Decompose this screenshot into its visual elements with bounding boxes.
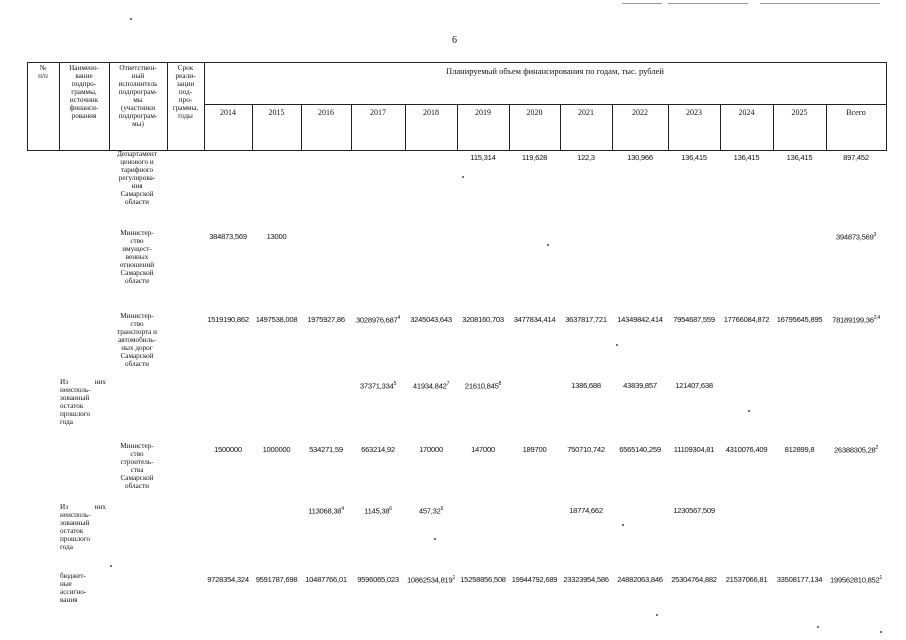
value-text: 122,3 bbox=[577, 153, 595, 162]
value-text: 199562810,852 bbox=[829, 575, 880, 585]
executor-name-line: венных bbox=[125, 252, 149, 261]
funding-value-2017 bbox=[347, 445, 409, 454]
value-text: 812899,8 bbox=[784, 445, 815, 454]
header-line: реали- bbox=[175, 72, 196, 81]
header-line: исполнитель bbox=[118, 80, 158, 89]
executor-name-line: ство bbox=[130, 236, 144, 245]
year-header: 2022 bbox=[632, 108, 648, 117]
footnote-marker: 7 bbox=[446, 381, 450, 387]
scan-speck bbox=[880, 631, 882, 633]
executor-name-line: области bbox=[124, 197, 150, 206]
executor-name-line: Самарской bbox=[120, 473, 154, 482]
footnote-marker: 8 bbox=[498, 381, 502, 387]
value-text: 37371,334 bbox=[359, 381, 394, 391]
year-header: Всего bbox=[846, 108, 866, 117]
funding-value-Всего bbox=[822, 232, 890, 242]
funding-value-2021 bbox=[556, 575, 616, 584]
funding-source-line: ные bbox=[60, 579, 72, 588]
table-column-border bbox=[204, 62, 205, 151]
funding-source-line: зованный bbox=[60, 393, 90, 402]
funding-value-2017 bbox=[347, 315, 409, 325]
table-column-border bbox=[886, 62, 887, 151]
year-header: 2018 bbox=[423, 108, 439, 117]
value-text: 78189199,36 bbox=[832, 315, 874, 325]
scan-speck bbox=[748, 410, 750, 412]
year-header: 2023 bbox=[686, 108, 702, 117]
executor-name-line: автомобиль- bbox=[118, 335, 156, 344]
funding-value-2025 bbox=[769, 575, 830, 584]
funding-value-2019 bbox=[453, 315, 513, 324]
executor-name-line: имущест- bbox=[122, 244, 152, 253]
value-text: 41934,842 bbox=[412, 381, 447, 391]
header-responsible-executor bbox=[109, 64, 167, 129]
funding-value-2023 bbox=[664, 315, 724, 324]
funding-value-2023 bbox=[664, 153, 724, 162]
funding-value-2017 bbox=[347, 575, 409, 584]
value-text: 9596065,023 bbox=[357, 575, 399, 584]
value-text: 136,415 bbox=[681, 153, 707, 162]
value-text: 43839,857 bbox=[623, 381, 657, 390]
header-line: зации bbox=[176, 80, 195, 89]
header-line: Наимено- bbox=[69, 64, 99, 72]
scan-speck bbox=[616, 344, 618, 346]
header-implementation-term bbox=[167, 64, 204, 120]
funding-source-line: прошлого bbox=[60, 409, 91, 418]
value-text: 113068,38 bbox=[308, 506, 342, 516]
funding-source-line: прошлого bbox=[60, 534, 91, 543]
value-text: 1497538,008 bbox=[255, 315, 298, 324]
executor-name-line: ство bbox=[130, 449, 144, 458]
executor-name bbox=[109, 443, 165, 491]
scan-mark bbox=[760, 3, 880, 4]
footnote-marker: 6 bbox=[440, 506, 444, 512]
header-line: Ответствен- bbox=[119, 64, 157, 72]
value-text: 136,415 bbox=[786, 153, 813, 162]
executor-name-line: Министер- bbox=[120, 442, 154, 450]
value-text: 4310076,409 bbox=[725, 445, 768, 454]
funding-source-line: вания bbox=[60, 595, 78, 604]
funding-value-2019 bbox=[453, 445, 513, 454]
value-text: 189700 bbox=[522, 445, 547, 454]
header-subprogram-name bbox=[59, 64, 109, 120]
value-text: 663214,92 bbox=[361, 445, 395, 454]
scan-speck bbox=[130, 18, 132, 20]
funding-value-2021 bbox=[556, 381, 616, 390]
funding-value-2024 bbox=[716, 153, 777, 162]
header-line: мы bbox=[133, 96, 143, 105]
value-text: 3245043,643 bbox=[410, 315, 452, 324]
funding-value-2023 bbox=[664, 381, 724, 390]
executor-name-line: транспорта и bbox=[116, 327, 158, 336]
year-header: 2017 bbox=[370, 108, 386, 117]
funding-value-2024 bbox=[716, 315, 777, 324]
value-text: 13000 bbox=[266, 232, 287, 241]
header-line: (участники bbox=[120, 104, 156, 113]
executor-name bbox=[109, 151, 165, 206]
value-text: 3028976,687 bbox=[355, 315, 398, 325]
table-years-divider bbox=[204, 104, 887, 105]
executor-name-line: Министер- bbox=[120, 229, 154, 237]
funding-source-label bbox=[60, 379, 106, 427]
executor-name-line: отношений bbox=[119, 260, 155, 269]
value-text: 3208160,703 bbox=[462, 315, 504, 324]
year-header: 2019 bbox=[475, 108, 491, 117]
funding-source-label bbox=[60, 573, 106, 605]
funding-source-word: них bbox=[94, 503, 106, 511]
funding-value-2021 bbox=[556, 153, 616, 162]
footnote-marker: 2,4 bbox=[873, 315, 880, 321]
scan-speck bbox=[110, 565, 112, 567]
funding-source-line: ассигно- bbox=[60, 587, 87, 596]
header-line: рования bbox=[71, 112, 97, 121]
header-line: граммы, bbox=[172, 104, 199, 113]
funding-source-line: года bbox=[60, 542, 74, 551]
value-text: 1145,38 bbox=[364, 506, 390, 516]
value-text: 25304764,882 bbox=[671, 575, 717, 584]
funding-source-line: зованный bbox=[60, 518, 90, 527]
scan-mark bbox=[668, 3, 748, 4]
value-text: 897,452 bbox=[843, 153, 869, 162]
scan-speck bbox=[656, 614, 658, 616]
funding-value-2018 bbox=[401, 445, 461, 454]
footnote-marker: 5 bbox=[393, 381, 397, 387]
value-text: 33508177,134 bbox=[776, 575, 823, 584]
scan-mark bbox=[622, 3, 662, 4]
value-text: 9591787,698 bbox=[255, 575, 298, 584]
funding-value-2019 bbox=[453, 381, 513, 391]
executor-name-line: регулирова- bbox=[118, 173, 156, 182]
value-text: 1500000 bbox=[214, 445, 242, 454]
funding-source-line: года bbox=[60, 417, 74, 426]
footnote-marker: 3 bbox=[873, 232, 877, 238]
value-text: 3637817,721 bbox=[565, 315, 607, 324]
footnote-marker: 2 bbox=[875, 445, 879, 451]
header-line: источник bbox=[69, 96, 99, 105]
header-line: вание bbox=[75, 72, 93, 81]
year-header: 2024 bbox=[738, 108, 755, 117]
value-text: 384873,569 bbox=[209, 232, 247, 241]
funding-value-2025 bbox=[769, 445, 830, 454]
executor-name-line: ценового и bbox=[120, 157, 154, 166]
table-top-border bbox=[27, 62, 887, 63]
value-text: 130,966 bbox=[627, 153, 653, 162]
executor-name-line: строитель- bbox=[120, 457, 154, 466]
funding-value-2015 bbox=[248, 232, 305, 241]
year-header: 2025 bbox=[791, 108, 808, 117]
value-text: 1386,688 bbox=[571, 381, 601, 390]
header-line: финанси- bbox=[69, 104, 99, 113]
executor-name-line: тарифного bbox=[120, 165, 154, 174]
executor-name-line: ство bbox=[130, 319, 144, 328]
table-title: Планируемый объем финансирования по годам, тыс. рублей bbox=[446, 66, 664, 76]
funding-value-2021 bbox=[556, 445, 616, 454]
funding-value-2021 bbox=[556, 506, 616, 515]
funding-value-2023 bbox=[664, 506, 724, 515]
value-text: 1000000 bbox=[262, 445, 291, 454]
value-text: 115,314 bbox=[470, 153, 496, 162]
executor-name-line: Департамент bbox=[117, 150, 157, 158]
funding-value-2018 bbox=[401, 381, 461, 391]
executor-name-line: ных дорог bbox=[121, 343, 153, 352]
header-line: подпро- bbox=[71, 80, 97, 89]
value-text: 3477834,414 bbox=[513, 315, 556, 324]
header-line: про- bbox=[178, 96, 193, 105]
funding-value-2018 bbox=[401, 315, 461, 324]
funding-value-2022 bbox=[608, 445, 672, 454]
scan-speck bbox=[434, 538, 436, 540]
value-text: 19944792,689 bbox=[511, 575, 558, 584]
funding-value-Всего bbox=[822, 575, 890, 585]
funding-value-2021 bbox=[556, 315, 616, 324]
funding-value-2019 bbox=[453, 153, 513, 162]
funding-source-line: остаток bbox=[60, 526, 84, 535]
header-line: граммы, bbox=[71, 88, 97, 97]
funding-value-2025 bbox=[769, 315, 830, 324]
value-text: 23323954,586 bbox=[563, 575, 609, 584]
year-header: 2014 bbox=[220, 108, 236, 117]
executor-name-line: Самарской bbox=[120, 351, 154, 360]
funding-source-label bbox=[60, 504, 106, 552]
page-number: 6 bbox=[452, 35, 457, 46]
funding-source-line: неисполь- bbox=[60, 385, 91, 394]
funding-value-2017 bbox=[347, 506, 409, 516]
funding-value-2018 bbox=[401, 506, 461, 516]
value-text: 7954687,559 bbox=[673, 315, 715, 324]
value-text: 119,628 bbox=[521, 153, 548, 162]
header-line: под- bbox=[178, 88, 193, 97]
header-line: ный bbox=[131, 72, 145, 81]
value-text: 24882063,846 bbox=[617, 575, 663, 584]
funding-value-Всего bbox=[822, 445, 890, 455]
header-line: подпрограм- bbox=[118, 112, 158, 121]
year-header: 2020 bbox=[526, 108, 543, 117]
value-text: 9728354,324 bbox=[207, 575, 249, 584]
executor-name-line: области bbox=[124, 481, 150, 490]
value-text: 18774,662 bbox=[569, 506, 603, 515]
value-text: 11109304,81 bbox=[673, 445, 715, 454]
funding-value-Всего bbox=[822, 315, 890, 325]
funding-value-2018 bbox=[401, 575, 461, 585]
executor-name-line: области bbox=[124, 276, 150, 285]
funding-value-Всего bbox=[822, 153, 890, 162]
funding-source-word: Из bbox=[60, 378, 69, 386]
executor-name-line: области bbox=[124, 359, 150, 368]
value-text: 21537066,81 bbox=[725, 575, 768, 584]
executor-name bbox=[109, 313, 165, 368]
value-text: 1230567,509 bbox=[673, 506, 715, 515]
funding-value-2022 bbox=[608, 315, 672, 324]
header-line: подпрограм- bbox=[118, 88, 158, 97]
year-header: 2016 bbox=[318, 108, 334, 117]
header-number bbox=[27, 64, 59, 80]
year-header: 2021 bbox=[578, 108, 594, 117]
funding-source-line: бюджет- bbox=[60, 572, 86, 580]
funding-value-2017 bbox=[347, 381, 409, 391]
value-text: 394873,569 bbox=[835, 232, 874, 242]
value-text: 21610,845 bbox=[464, 381, 499, 391]
footnote-marker: 6 bbox=[389, 506, 392, 512]
footnote-marker: 4 bbox=[397, 315, 401, 321]
value-text: 17766084,872 bbox=[723, 315, 770, 324]
executor-name-line: Самарской bbox=[120, 189, 154, 198]
executor-name-line: Самарской bbox=[120, 268, 154, 277]
funding-value-2024 bbox=[716, 575, 777, 584]
header-line: п/п bbox=[38, 72, 48, 81]
value-text: 170000 bbox=[419, 445, 443, 454]
funding-value-2025 bbox=[769, 153, 830, 162]
scan-speck bbox=[462, 176, 464, 178]
value-text: 1519190,862 bbox=[207, 315, 249, 324]
value-text: 750710,742 bbox=[567, 445, 605, 454]
header-line: мы) bbox=[132, 120, 144, 129]
value-text: 147000 bbox=[471, 445, 495, 454]
footnote-marker: 1 bbox=[452, 575, 456, 581]
value-text: 1975927,86 bbox=[307, 315, 345, 324]
funding-value-2019 bbox=[453, 575, 513, 584]
value-text: 121407,638 bbox=[675, 381, 713, 390]
header-line: № bbox=[39, 64, 47, 72]
funding-source-word: Из bbox=[60, 503, 69, 511]
scan-speck bbox=[547, 244, 549, 246]
footnote-marker: 1 bbox=[879, 575, 883, 581]
executor-name-line: Министер- bbox=[120, 312, 154, 320]
funding-value-2023 bbox=[664, 445, 724, 454]
value-text: 6565140,259 bbox=[619, 445, 661, 454]
year-header: 2015 bbox=[268, 108, 285, 117]
funding-value-2022 bbox=[608, 575, 672, 584]
scan-speck bbox=[817, 626, 819, 628]
header-line: Срок bbox=[177, 64, 194, 72]
funding-value-2022 bbox=[608, 381, 672, 390]
value-text: 15258856,508 bbox=[460, 575, 506, 584]
value-text: 26388305,28 bbox=[833, 445, 876, 455]
value-text: 534271,59 bbox=[309, 445, 343, 454]
footnote-marker: 4 bbox=[341, 506, 344, 512]
value-text: 136,415 bbox=[733, 153, 760, 162]
value-text: 10487766,01 bbox=[305, 575, 347, 584]
funding-value-2024 bbox=[716, 445, 777, 454]
funding-source-word: них bbox=[94, 378, 106, 386]
header-line: годы bbox=[178, 112, 193, 121]
executor-name bbox=[109, 230, 165, 285]
funding-value-2022 bbox=[608, 153, 672, 162]
scan-speck bbox=[622, 524, 624, 526]
funding-source-line: остаток bbox=[60, 401, 84, 410]
executor-name-line: ния bbox=[131, 181, 143, 190]
value-text: 14349842,414 bbox=[617, 315, 663, 324]
value-text: 457,32 bbox=[418, 506, 441, 516]
funding-value-2023 bbox=[664, 575, 724, 584]
funding-source-line: неисполь- bbox=[60, 510, 91, 519]
executor-name-line: ства bbox=[130, 465, 144, 474]
value-text: 10862534,819 bbox=[406, 575, 453, 585]
value-text: 16795645,895 bbox=[776, 315, 823, 324]
